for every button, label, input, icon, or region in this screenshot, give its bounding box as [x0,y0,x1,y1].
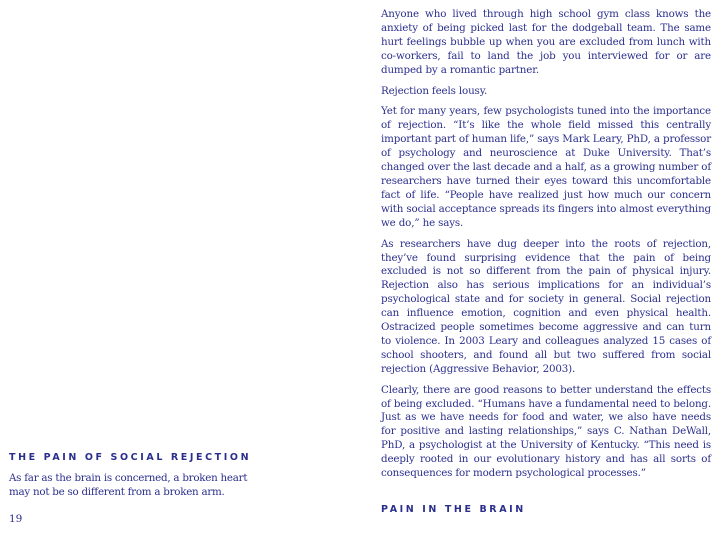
body-paragraph: Anyone who lived through high school gym class knows the anxiety of being picked last for the dodgeball team. The same hurt feelings bubble up when you are excluded from lunch with co-workers, fail to land the job you interviewed for or are dumped by a romantic partner. [381,8,711,76]
left-page [9,0,267,539]
right-page-body [381,8,711,488]
body-paragraph: Rejection feels lousy. [381,84,488,97]
body-paragraph: As researchers have dug deeper into the roots of rejection, they’ve found surprising evidence that the pain of being excluded is not so different from the pain of physical injury. Rejection also has serious implications for an individual’s psychological state and for society in general. Social rejection can influence emotion, cognition and even physical health. Ostracized people sometimes become aggressive and can turn to violence. In 2003 Leary and colleagues analyzed 15 cases of school shooters, and found all but two suffered from social rejection (Aggressive Behavior, 2003). [381,237,711,375]
body-paragraph: Clearly, there are good reasons to better understand the effects of being excluded. “Humans have a fundamental need to belong. Just as we have needs for food and water, we also have needs for positive and lasting relationships,” says C. Nathan DeWall, PhD, a psychologist at the University of Kentucky. “This need is deeply rooted in our evolutionary history and has all sorts of consequences for modern psychological processes.” [381,383,711,480]
section-heading: THE PAIN OF SOCIAL REJECTION [9,452,252,463]
page-number: 19 [9,513,23,525]
body-paragraph: Yet for many years, few psychologists tuned into the importance of rejection. “It’s like the whole field missed this centrally important part of human life,” says Mark Leary, PhD, a professor of psychology and neuroscience at Duke University. That’s changed over the last decade and a half, as a growing number of researchers have turned their eyes toward this uncomfortable fact of life. “People have realized just how much our concern with social acceptance spreads its fingers into almost everything we do,” he says. [381,105,711,229]
section-subtitle: As far as the brain is concerned, a broken heart may not be so different from a broken arm. [9,472,248,499]
sub-heading: PAIN IN THE BRAIN [381,504,526,515]
